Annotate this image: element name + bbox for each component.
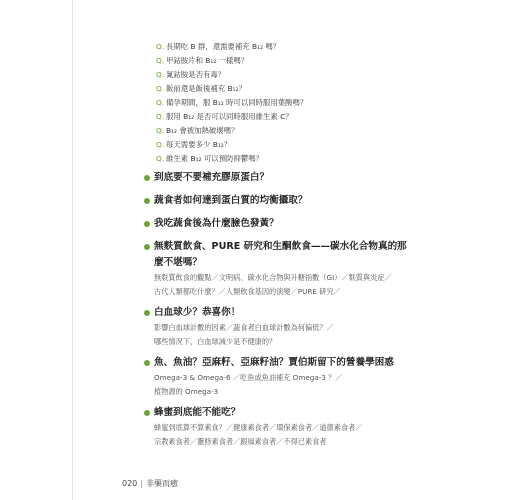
page-number: 020: [122, 479, 138, 488]
question-text: 維生素 B₁₂ 可以預防抑鬱嗎？: [166, 154, 263, 163]
question-marker: Q.: [156, 154, 165, 163]
question-text: 每天需要多少 B₁₂？: [166, 140, 232, 149]
section-title: [142, 216, 422, 232]
question-item: [156, 110, 307, 124]
section-title: [142, 355, 422, 371]
question-item: [156, 138, 307, 152]
question-text: 服用 B₁₂ 是否可以同時服用維生素 C？: [166, 112, 293, 121]
question-text: 甲鈷胺片和 B₁₂ 一樣嗎？: [166, 56, 249, 65]
section-title-text: 蜂蜜到底能不能吃？: [154, 407, 241, 418]
toc-section: [142, 355, 422, 399]
toc-section: [142, 193, 422, 209]
question-text: B₁₂ 會被加熱破壞嗎？: [166, 126, 239, 135]
section-subtopics: 蜂蜜到底算不算素食？／健康素食者／環保素食者／道德素食者／: [154, 423, 363, 432]
toc-section: [142, 216, 422, 232]
question-item: [156, 82, 307, 96]
question-item: [156, 152, 307, 166]
bullet-icon: [144, 360, 150, 366]
bullet-icon: [144, 310, 150, 316]
question-text: 備孕期間，服 B₁₂ 時可以同時服用葉酸嗎？: [166, 98, 308, 107]
section-title-text: 白血球少？恭喜你！: [154, 307, 241, 318]
question-marker: Q.: [156, 140, 165, 149]
section-title-text: 到底要不要補充膠原蛋白？: [154, 172, 270, 183]
toc-section: [142, 239, 422, 299]
section-title-text: 魚、魚油？亞麻籽、亞麻籽油？賈伯斯留下的營養學困惑: [154, 357, 394, 368]
section-title: [142, 405, 422, 421]
section-subtopics: 宗教素食者／靈修素食者／跟風素食者／不得已素食者: [154, 437, 327, 446]
question-marker: Q.: [156, 70, 165, 79]
section-title: [142, 305, 422, 321]
question-text: 氰鈷胺是否有毒？: [166, 70, 226, 79]
section-subtopics: 古代人類都吃什麼？／人類飲食基因的演變／PURE 研究／: [154, 287, 341, 296]
question-list: [156, 40, 307, 166]
page-footer: [122, 478, 178, 490]
section-title-text: 蔬食者如何達到蛋白質的均衡攝取？: [154, 195, 308, 206]
bullet-icon: [144, 221, 150, 227]
section-subtopics: Omega-3 & Omega-6 ／吃魚或魚油補充 Omega-3 ？／: [154, 373, 343, 382]
bullet-icon: [144, 410, 150, 416]
question-text: 長期吃 B 群，還需要補充 B₁₂ 嗎？: [166, 42, 281, 51]
section-subtopics: 影響白血球計數的因素／蔬食者白血球計數為何偏低？／: [154, 323, 334, 332]
section-subtopics: 無麩質飲食的觀點／文明病、碳水化合物與升糖指數（GI）／麩質與炎症／: [154, 273, 392, 282]
toc-sections: [142, 170, 422, 449]
toc-section: [142, 305, 422, 349]
section-title-text: 無麩質飲食、PURE 研究和生酮飲食——碳水化合物真的那麼不堪嗎？: [154, 241, 407, 268]
toc-section: [142, 170, 422, 186]
question-item: [156, 96, 307, 110]
bullet-icon: [144, 244, 150, 250]
footer-separator: |: [140, 479, 143, 488]
question-item: [156, 124, 307, 138]
section-title: [142, 170, 422, 186]
question-marker: Q.: [156, 84, 165, 93]
question-item: [156, 40, 307, 54]
question-text: 飯前還是飯後補充 B₁₂？: [166, 84, 246, 93]
question-marker: Q.: [156, 126, 165, 135]
question-marker: Q.: [156, 42, 165, 51]
question-item: [156, 54, 307, 68]
section-title: [142, 193, 422, 209]
question-item: [156, 68, 307, 82]
bullet-icon: [144, 175, 150, 181]
question-marker: Q.: [156, 56, 165, 65]
section-subtopics: 植物源的 Omega-3: [154, 387, 219, 396]
bullet-icon: [144, 198, 150, 204]
book-title: 非藥而癒: [145, 479, 178, 488]
section-subtopics: 哪些情況下，白血球減少是不健康的？: [154, 337, 277, 346]
question-marker: Q.: [156, 98, 165, 107]
section-title-text: 我吃蔬食後為什麼臉色發黃？: [154, 218, 279, 229]
question-marker: Q.: [156, 112, 165, 121]
section-title: [142, 239, 412, 271]
toc-section: [142, 405, 422, 449]
